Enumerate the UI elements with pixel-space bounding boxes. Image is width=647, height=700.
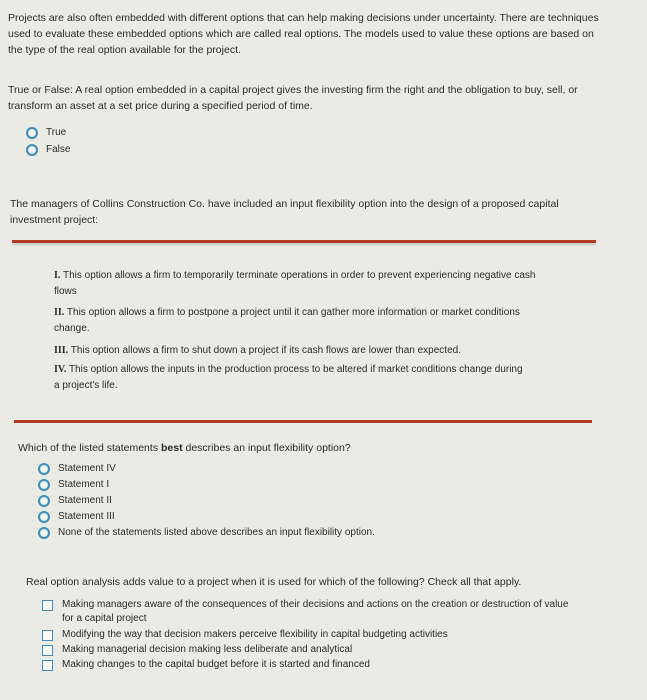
q3-option-label: Modifying the way that decision makers perceive flexibility in capital budgeting activities: [62, 629, 448, 640]
radio-icon[interactable]: [38, 495, 50, 507]
statement-2: [54, 305, 544, 337]
checkbox-icon[interactable]: [42, 645, 53, 656]
radio-icon[interactable]: [38, 527, 50, 539]
q2-option-label: Statement I: [58, 479, 110, 490]
statement-text: This option allows a firm to temporarily terminate operations in order to prevent experiencing negative cash flows: [54, 270, 536, 297]
q2-option-label: Statement II: [58, 495, 112, 506]
q3-option-label: Making managers aware of the consequences of their decisions and actions on the creation or destruction of value for a capital project: [62, 599, 569, 624]
q2-option-label: Statement III: [58, 511, 115, 522]
q1-option-true[interactable]: [26, 126, 66, 140]
checkbox-icon[interactable]: [42, 660, 53, 671]
question2-bold: best: [160, 442, 183, 454]
q2-option-label: None of the statements listed above describes an input flexibility option.: [58, 527, 375, 538]
context-paragraph: The managers of Collins Construction Co. have included an input flexibility option into the design of a proposed capital investment project:: [10, 198, 559, 226]
question2-suffix: describes an input flexibility option?: [182, 442, 351, 454]
q2-option-label: Statement IV: [58, 463, 116, 474]
radio-icon[interactable]: [38, 463, 50, 475]
q2-option-statement-iv[interactable]: [38, 462, 116, 476]
statement-numeral: III.: [54, 345, 69, 356]
q3-option-label: Making managerial decision making less deliberate and analytical: [62, 644, 353, 655]
statement-numeral: II.: [54, 307, 65, 318]
question3-prompt: Real option analysis adds value to a project when it is used for which of the following? Check all that apply.: [26, 576, 522, 588]
q2-option-statement-i[interactable]: [38, 478, 109, 492]
radio-icon[interactable]: [26, 144, 38, 156]
q2-option-statement-ii[interactable]: [38, 494, 112, 508]
radio-icon[interactable]: [38, 479, 50, 491]
checkbox-icon[interactable]: [42, 630, 53, 641]
radio-icon[interactable]: [38, 511, 50, 523]
statement-text: This option allows a firm to shut down a project if its cash flows are lower than expected.: [70, 345, 461, 356]
checkbox-icon[interactable]: [42, 600, 53, 611]
q1-option-label: False: [46, 144, 71, 155]
statement-4: [54, 362, 524, 394]
q3-option-label: Making changes to the capital budget before it is started and financed: [62, 659, 370, 670]
question2-prompt: [18, 440, 608, 456]
statement-text: This option allows a firm to postpone a project until it can gather more information or market conditions change.: [54, 307, 520, 334]
question2-prefix: Which of the listed statements: [18, 442, 161, 454]
statement-3: [54, 343, 544, 359]
q1-option-label: True: [46, 127, 67, 138]
q3-option-4[interactable]: [42, 658, 370, 672]
q3-option-2[interactable]: [42, 628, 448, 642]
intro-paragraph: Projects are also often embedded with different options that can help making decisions under uncertainty. There are techniques used to evaluate these embedded options which are called real options. The models used to value these options are based on the type of the real option available for the project.: [8, 12, 599, 56]
q1-option-false[interactable]: [26, 143, 70, 157]
question1-prompt: True or False: A real option embedded in a capital project gives the investing firm the right and the obligation to buy, sell, or transform an asset at a set price during a specified period of time.: [8, 84, 578, 112]
q2-option-statement-iii[interactable]: [38, 510, 115, 524]
divider-bottom: [14, 420, 592, 423]
q3-option-3[interactable]: [42, 643, 352, 657]
statement-numeral: IV.: [54, 364, 67, 375]
divider-top: [12, 240, 596, 243]
q3-option-1[interactable]: [42, 598, 582, 626]
statement-numeral: I.: [54, 270, 61, 281]
statement-text: This option allows the inputs in the production process to be altered if market conditions change during a project's life.: [54, 364, 523, 391]
statement-1: [54, 268, 544, 300]
radio-icon[interactable]: [26, 127, 38, 139]
q2-option-none[interactable]: [38, 526, 375, 540]
